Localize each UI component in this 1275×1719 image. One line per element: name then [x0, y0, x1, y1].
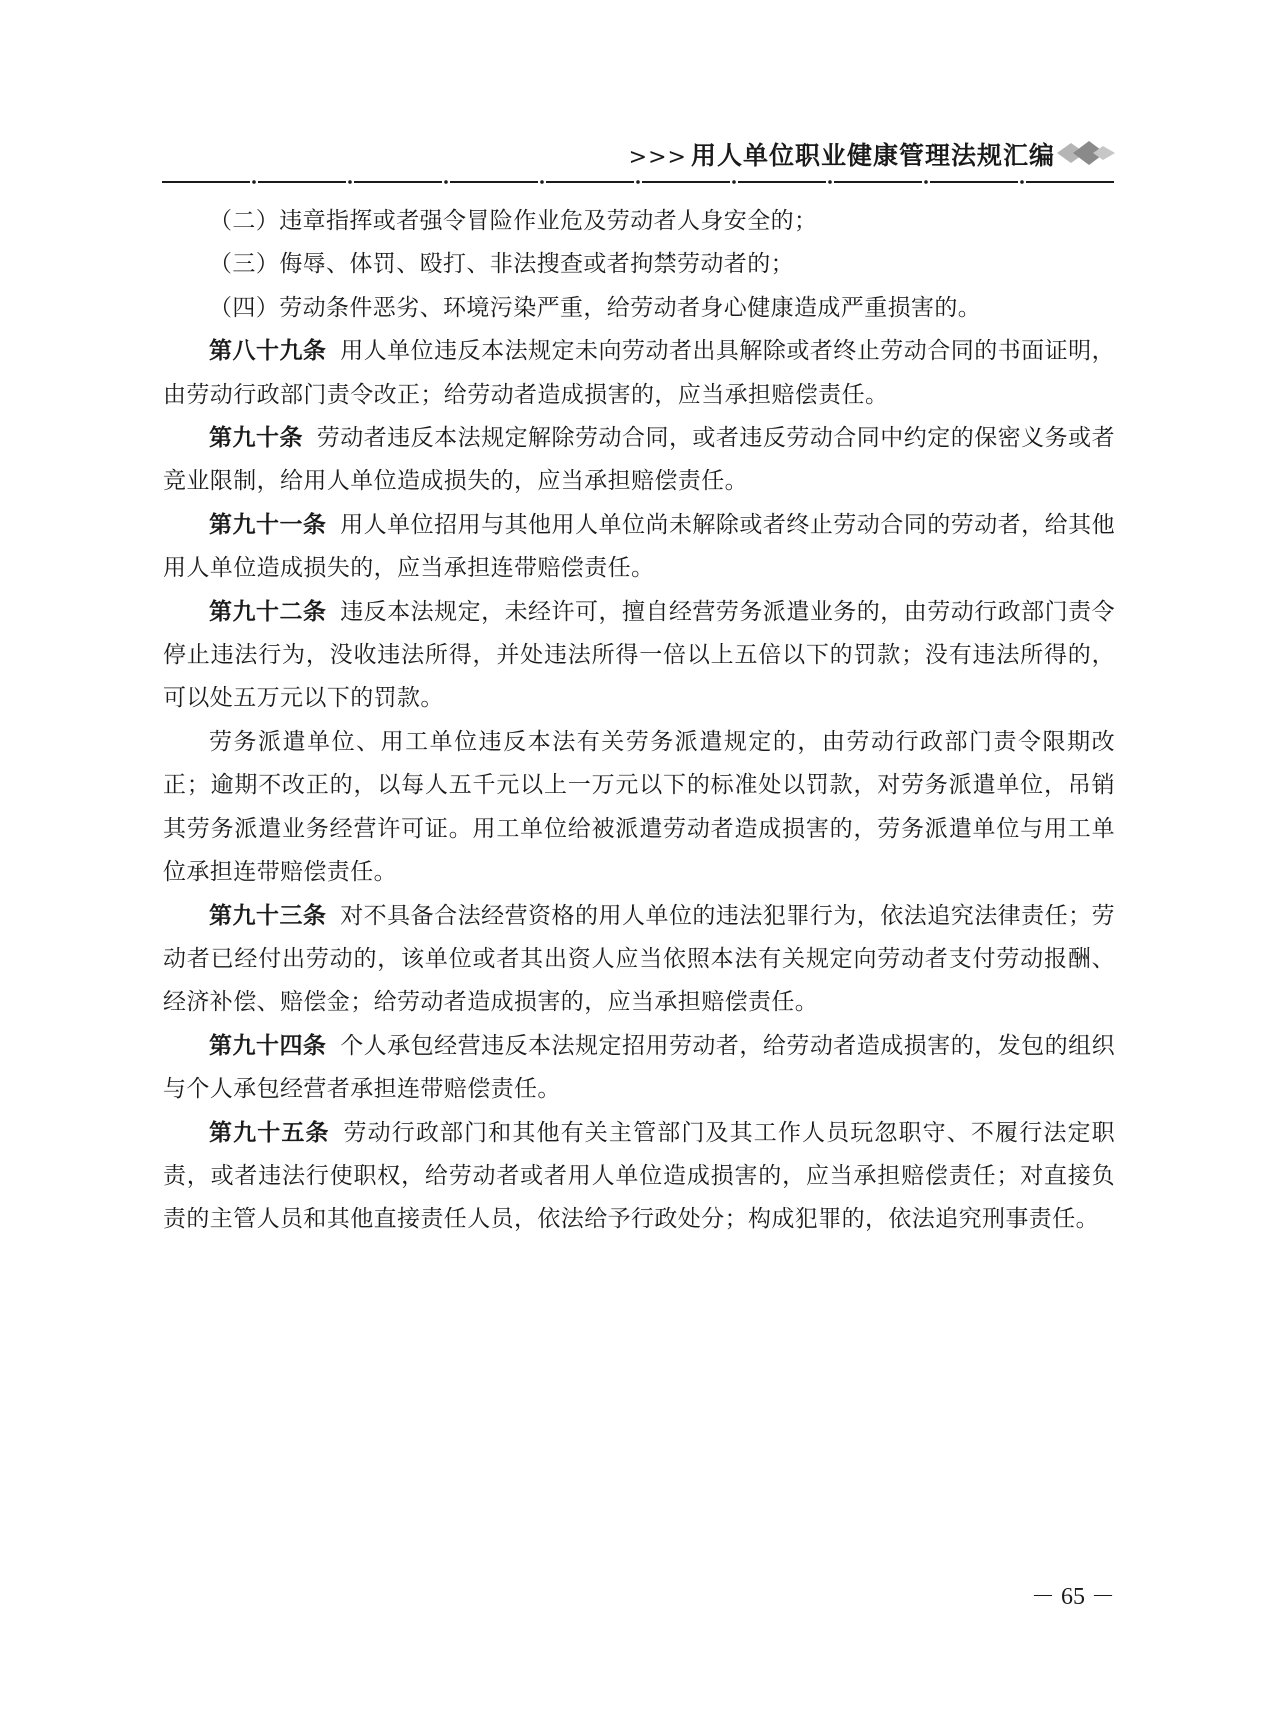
article-number: 第九十二条: [209, 598, 327, 625]
article-95: [163, 1112, 1115, 1242]
page-number: － 65 －: [1031, 1584, 1115, 1610]
article-number: 第九十三条: [209, 902, 327, 929]
header-prefix: >>>: [628, 145, 687, 170]
list-item-2: [163, 200, 1115, 243]
list-item-3: [163, 243, 1115, 286]
paragraph-text: 个人承包经营违反本法规定招用劳动者，给劳动者造成损害的，发包的组织与个人承包经营者承担连带赔偿责任。: [163, 1032, 1115, 1103]
article-91: [163, 504, 1115, 591]
paragraph-text: （二）违章指挥或者强令冒险作业危及劳动者人身安全的；: [209, 208, 818, 234]
article-number: 第八十九条: [209, 338, 327, 365]
paragraph-text: 劳动者违反本法规定解除劳动合同，或者违反劳动合同中约定的保密义务或者竞业限制，给用人单位造成损失的，应当承担赔偿责任。: [163, 425, 1115, 495]
article-92-continuation: [163, 721, 1115, 895]
list-item-4: [163, 287, 1115, 330]
paragraph-text: 违反本法规定，未经许可，擅自经营劳务派遣业务的，由劳动行政部门责令停止违法行为，没收违法所得，并处违法所得一倍以上五倍以下的罚款；没有违法所得的，可以处五万元以下的罚款。: [163, 598, 1115, 712]
header-title-block: [629, 136, 1055, 172]
article-number: 第九十条: [209, 425, 303, 452]
article-90: [163, 417, 1115, 504]
article-94: [163, 1025, 1115, 1112]
article-number: 第九十一条: [209, 511, 327, 538]
article-92: [163, 591, 1115, 721]
article-89: [163, 330, 1115, 417]
paragraph-text: 对不具备合法经营资格的用人单位的违法犯罪行为，依法追究法律责任；劳动者已经付出劳动的，该单位或者其出资人应当依照本法有关规定向劳动者支付劳动报酬、经济补偿、赔偿金；给劳动者造成损害的，应当承担赔偿责任。: [163, 902, 1115, 1016]
double-diamond-ornament-icon: [1055, 138, 1117, 168]
running-header: [162, 128, 1117, 188]
book-title: 用人单位职业健康管理法规汇编: [690, 141, 1055, 170]
body-text: [163, 200, 1115, 1242]
paragraph-text: 劳动行政部门和其他有关主管部门及其工作人员玩忽职守、不履行法定职责，或者违法行使职权，给劳动者或者用人单位造成损害的，应当承担赔偿责任；对直接负责的主管人员和其他直接责任人员，依法给予行政处分；构成犯罪的，依法追究刑事责任。: [163, 1119, 1115, 1233]
article-number: 第九十五条: [209, 1119, 330, 1146]
article-93: [163, 895, 1115, 1025]
paragraph-text: 用人单位违反本法规定未向劳动者出具解除或者终止劳动合同的书面证明，由劳动行政部门责令改正；给劳动者造成损害的，应当承担赔偿责任。: [163, 338, 1115, 408]
paragraph-text: （三）侮辱、体罚、殴打、非法搜查或者拘禁劳动者的；: [209, 251, 794, 278]
paragraph-text: （四）劳动条件恶劣、环境污染严重，给劳动者身心健康造成严重损害的。: [209, 294, 982, 321]
article-number: 第九十四条: [209, 1032, 327, 1059]
paragraph-text: 用人单位招用与其他用人单位尚未解除或者终止劳动合同的劳动者，给其他用人单位造成损失的，应当承担连带赔偿责任。: [163, 511, 1115, 582]
paragraph-text: 劳务派遣单位、用工单位违反本法有关劳务派遣规定的，由劳动行政部门责令限期改正；逾期不改正的，以每人五千元以上一万元以下的标准处以罚款，对劳务派遣单位，吊销其劳务派遣业务经营许可证。用工单位给被派遣劳动者造成损害的，劳务派遣单位与用工单位承担连带赔偿责任。: [163, 728, 1115, 886]
header-dotted-rule: [162, 179, 1117, 187]
